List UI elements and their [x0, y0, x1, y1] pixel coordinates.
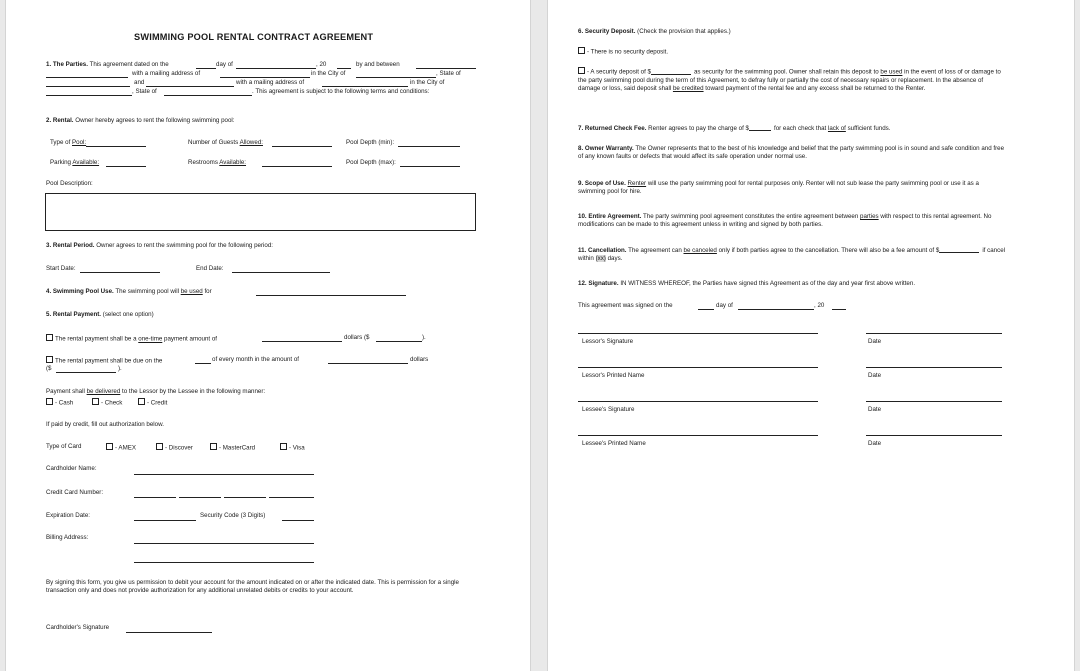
monthly-numeric-prefix: ($	[46, 365, 52, 372]
signature-line: 12. Signature. IN WITNESS WHEREOF, the Parties have signed this Agreement as of the day and year first above written.	[578, 280, 916, 287]
card-number-label: Credit Card Number:	[46, 489, 104, 496]
payment-option-1: The rental payment shall be a one-time payment amount of	[46, 334, 217, 344]
period-text: Owner agrees to rent the swimming pool for the following period:	[96, 242, 273, 249]
signed-year-prefix: , 20	[814, 302, 825, 309]
lessee-signature-date-label: Date	[868, 406, 882, 413]
lessor-signature-date-line[interactable]	[866, 333, 1002, 334]
use-heading: 4. Swimming Pool Use.	[46, 288, 114, 295]
parking-label: Parking Available:	[50, 159, 100, 166]
parties-text-2a: with a mailing address of	[132, 70, 201, 77]
pool-description-label: Pool Description:	[46, 180, 93, 187]
parties-text-1c: , 20	[316, 61, 327, 68]
lessee-printed-date-label: Date	[868, 440, 882, 447]
depth-max-field[interactable]	[400, 166, 460, 167]
payment-heading: 5. Rental Payment.	[46, 311, 102, 318]
mastercard-checkbox[interactable]	[210, 443, 217, 450]
page-one	[6, 0, 530, 671]
depth-min-label: Pool Depth (min):	[346, 139, 395, 146]
card-number-field-3[interactable]	[224, 497, 266, 498]
rental-intro	[46, 117, 235, 125]
period-heading: 3. Rental Period.	[46, 242, 95, 249]
renter-state-field[interactable]	[164, 95, 252, 96]
parties-text-3c: in the City of	[410, 79, 445, 86]
parties-link: parties	[860, 213, 879, 220]
scope-heading: 9. Scope of Use.	[578, 180, 626, 187]
cardholder-signature-field[interactable]	[126, 632, 212, 633]
guests-field[interactable]	[272, 146, 332, 147]
parties-text-4a: , State of	[132, 88, 157, 95]
canceled-link: be canceled	[683, 247, 717, 254]
parties-text-1d: by and between	[356, 61, 400, 68]
start-date-label: Start Date:	[46, 265, 76, 272]
owner-address-field[interactable]	[220, 77, 310, 78]
pool-type-link: Pool:	[72, 139, 87, 146]
parties-heading: 1. The Parties.	[46, 61, 88, 68]
depth-min-field[interactable]	[398, 146, 460, 147]
card-type-label: Type of Card	[46, 443, 82, 450]
one-time-dollars-label: dollars ($	[344, 334, 370, 341]
lack-of-link: lack of	[827, 125, 846, 132]
rental-text: Owner hereby agrees to rent the following swimming pool:	[75, 117, 235, 124]
expiration-field[interactable]	[134, 520, 196, 521]
cardholder-field[interactable]	[134, 474, 314, 475]
use-line: 4. Swimming Pool Use. The swimming pool will be used for	[46, 288, 212, 295]
returned-check-heading: 7. Returned Check Fee.	[578, 125, 647, 132]
entire-agreement-paragraph: 10. Entire Agreement. The party swimming pool agreement constitutes the entire agreement between parties with respect to this rental agreement. No modifications can be made to this agreement unless in writing and signed by both parties.	[578, 213, 992, 229]
deposit-checkbox[interactable]	[578, 67, 585, 74]
monthly-text: of every month in the amount of	[212, 356, 300, 363]
page-two	[548, 0, 1074, 671]
pool-type-label: Type of Pool:	[50, 139, 87, 146]
end-date-label: End Date:	[196, 265, 224, 272]
parties-text-2c: , State of	[436, 70, 461, 77]
lessee-printed-date-line[interactable]	[866, 435, 1002, 436]
parties-text-2b: in the City of	[311, 70, 346, 77]
one-time-amount-field[interactable]	[262, 341, 342, 342]
lessor-printed-date-line[interactable]	[866, 367, 1002, 368]
discover-option[interactable]: - Discover	[156, 443, 193, 453]
expiration-label: Expiration Date:	[46, 512, 91, 519]
deposit-used-link: be used	[880, 68, 903, 76]
signed-day-of: day of	[716, 302, 733, 309]
parties-text-3b: with a mailing address of	[236, 79, 305, 86]
parties-text-4b: . This agreement is subject to the following terms and conditions:	[252, 88, 430, 95]
parties-text-1b: day of	[216, 61, 233, 68]
lessee-signature-date-line[interactable]	[866, 401, 1002, 402]
parking-link: Available:	[72, 159, 100, 166]
parties-text-1a: This agreement dated on the	[89, 61, 169, 68]
credit-note: If paid by credit, fill out authorization below.	[46, 421, 164, 428]
deposit-amount-field[interactable]	[651, 68, 691, 75]
start-date-field[interactable]	[80, 272, 160, 273]
one-time-checkbox[interactable]	[46, 334, 53, 341]
renter-name-field[interactable]	[146, 86, 234, 87]
end-date-field[interactable]	[232, 272, 330, 273]
lessee-signature-line[interactable]	[578, 401, 818, 402]
authorization-text: By signing this form, you give us permission to debit your account for the amount indicated on or after the indicated date. This is permission for a single transaction only and does not provide authorization for any additional unrelated debits or credits to your account.	[46, 579, 459, 595]
lessee-printed-label: Lessee's Printed Name	[582, 440, 646, 447]
monthly-dollars-label: dollars	[410, 356, 429, 363]
signed-day-field[interactable]	[698, 309, 714, 310]
one-time-close: ).	[422, 334, 426, 341]
scope-paragraph: 9. Scope of Use. Renter will use the party swimming pool for rental purposes only. Renter will not sub lease the party swimming pool or use it as a swimming pool for hire.	[578, 180, 979, 196]
lessor-signature-line[interactable]	[578, 333, 818, 334]
cancellation-paragraph: 11. Cancellation. The agreement can be canceled only if both parties agree to the cancellation. There will also be a fee amount of $ if cancel within (xx) days.	[578, 247, 1006, 263]
cancellation-heading: 11. Cancellation.	[578, 247, 627, 254]
credit-option[interactable]: - Credit	[138, 398, 167, 408]
renter-link: Renter	[627, 180, 647, 187]
renter-city-field[interactable]	[46, 95, 132, 96]
delivery-text: Payment shall be delivered to the Lessor by the Lessee in the following manner:	[46, 388, 266, 395]
deposit-credited-link: be credited	[672, 85, 704, 93]
parties-line-1	[46, 61, 169, 69]
card-number-field-2[interactable]	[179, 497, 221, 498]
owner-city-field[interactable]	[356, 77, 436, 78]
month-field[interactable]	[236, 68, 316, 69]
discover-checkbox[interactable]	[156, 443, 163, 450]
deposit-intro	[578, 28, 731, 36]
monthly-amount-field[interactable]	[328, 363, 408, 364]
billing-label: Billing Address:	[46, 534, 89, 541]
depth-max-label: Pool Depth (max):	[346, 159, 396, 166]
period-intro	[46, 242, 273, 250]
no-deposit-option[interactable]: - There is no security deposit.	[578, 47, 668, 57]
returned-check-line: 7. Returned Check Fee. Renter agrees to pay the charge of $ for each check that lack of sufficient funds.	[578, 125, 891, 132]
lessor-printed-label: Lessor's Printed Name	[582, 372, 645, 379]
cancellation-fee-field[interactable]	[939, 246, 979, 253]
lessor-signature-date-label: Date	[868, 338, 882, 345]
cardholder-label: Cardholder Name:	[46, 465, 97, 472]
amex-option[interactable]: - AMEX	[106, 443, 136, 453]
guests-link: Allowed:	[239, 139, 263, 146]
pool-description-box[interactable]	[45, 193, 476, 231]
pool-type-field[interactable]	[86, 146, 146, 147]
signed-month-field[interactable]	[738, 309, 814, 310]
cancellation-days-value[interactable]: (xx)	[595, 255, 606, 263]
monthly-checkbox[interactable]	[46, 356, 53, 363]
owner-name-field-2[interactable]	[46, 77, 128, 78]
deposit-option-2: - A security deposit of $ as security for the swimming pool. Owner shall retain this deposit to be used in the event of loss of or damage to the party swimming pool during the term of this Agreement, to defray fully or partially the cost of necessary repairs or replacement. In the absence of damage or loss, said deposit shall be credited toward payment of the rental fee and any excess shall be returned to the Renter.	[578, 68, 1001, 93]
use-purpose-field[interactable]	[256, 295, 406, 296]
signature-heading: 12. Signature.	[578, 280, 619, 287]
day-field[interactable]	[196, 68, 216, 69]
card-number-field-4[interactable]	[269, 497, 314, 498]
lessor-signature-label: Lessor's Signature	[582, 338, 634, 345]
monthly-numeric-field[interactable]	[56, 372, 116, 373]
payment-option-2: The rental payment shall be due on the	[46, 356, 162, 366]
owner-name-field[interactable]	[416, 68, 476, 69]
warranty-heading: 8. Owner Warranty.	[578, 145, 634, 152]
no-deposit-checkbox[interactable]	[578, 47, 585, 54]
monthly-close: ).	[118, 365, 122, 372]
check-option[interactable]: - Check	[92, 398, 122, 408]
deposit-text: (Check the provision that applies.)	[637, 28, 731, 35]
delivery-link: be delivered	[86, 388, 121, 395]
rental-heading: 2. Rental.	[46, 117, 74, 124]
credit-checkbox[interactable]	[138, 398, 145, 405]
security-code-field[interactable]	[282, 520, 314, 521]
mastercard-option[interactable]: - MasterCard	[210, 443, 255, 453]
parties-text-3a: and	[134, 79, 145, 86]
one-time-link: one-time	[138, 335, 163, 343]
restrooms-field[interactable]	[262, 166, 332, 167]
cardholder-signature-label: Cardholder's Signature	[46, 624, 110, 631]
restrooms-label: Restrooms Available:	[188, 159, 247, 166]
renter-address-field[interactable]	[322, 86, 408, 87]
restrooms-link: Available:	[219, 159, 247, 166]
lessee-signature-label: Lessee's Signature	[582, 406, 635, 413]
cash-checkbox[interactable]	[46, 398, 53, 405]
card-number-field-1[interactable]	[134, 497, 176, 498]
returned-check-fee-field[interactable]	[749, 124, 771, 131]
guests-label: Number of Guests Allowed:	[188, 139, 263, 146]
visa-option[interactable]: - Visa	[280, 443, 305, 453]
year-field[interactable]	[337, 68, 351, 69]
monthly-day-field[interactable]	[195, 363, 211, 364]
warranty-paragraph: 8. Owner Warranty. The Owner represents that to the best of his knowledge and belief that the party swimming pool is in sound and safe condition and free of any known faults or defects that would affect its safe operation under normal use.	[578, 145, 1005, 161]
parking-field[interactable]	[106, 166, 146, 167]
use-link: be used	[180, 288, 203, 295]
lessor-printed-date-label: Date	[868, 372, 882, 379]
cash-option[interactable]: - Cash	[46, 398, 73, 408]
entire-agreement-heading: 10. Entire Agreement.	[578, 213, 642, 220]
lessee-printed-line[interactable]	[578, 435, 818, 436]
billing-field-1[interactable]	[134, 543, 314, 544]
payment-intro	[46, 311, 154, 319]
payment-text: (select one option)	[102, 311, 154, 318]
deposit-heading: 6. Security Deposit.	[578, 28, 636, 35]
document-title: SWIMMING POOL RENTAL CONTRACT AGREEMENT	[134, 32, 374, 42]
one-time-numeric-field[interactable]	[376, 341, 422, 342]
owner-state-field[interactable]	[46, 86, 130, 87]
billing-field-2[interactable]	[134, 562, 314, 563]
signed-on-text: This agreement was signed on the	[578, 302, 673, 309]
visa-checkbox[interactable]	[280, 443, 287, 450]
signed-year-field[interactable]	[832, 309, 846, 310]
amex-checkbox[interactable]	[106, 443, 113, 450]
lessor-printed-line[interactable]	[578, 367, 818, 368]
check-checkbox[interactable]	[92, 398, 99, 405]
security-code-label: Security Code (3 Digits)	[200, 512, 266, 519]
